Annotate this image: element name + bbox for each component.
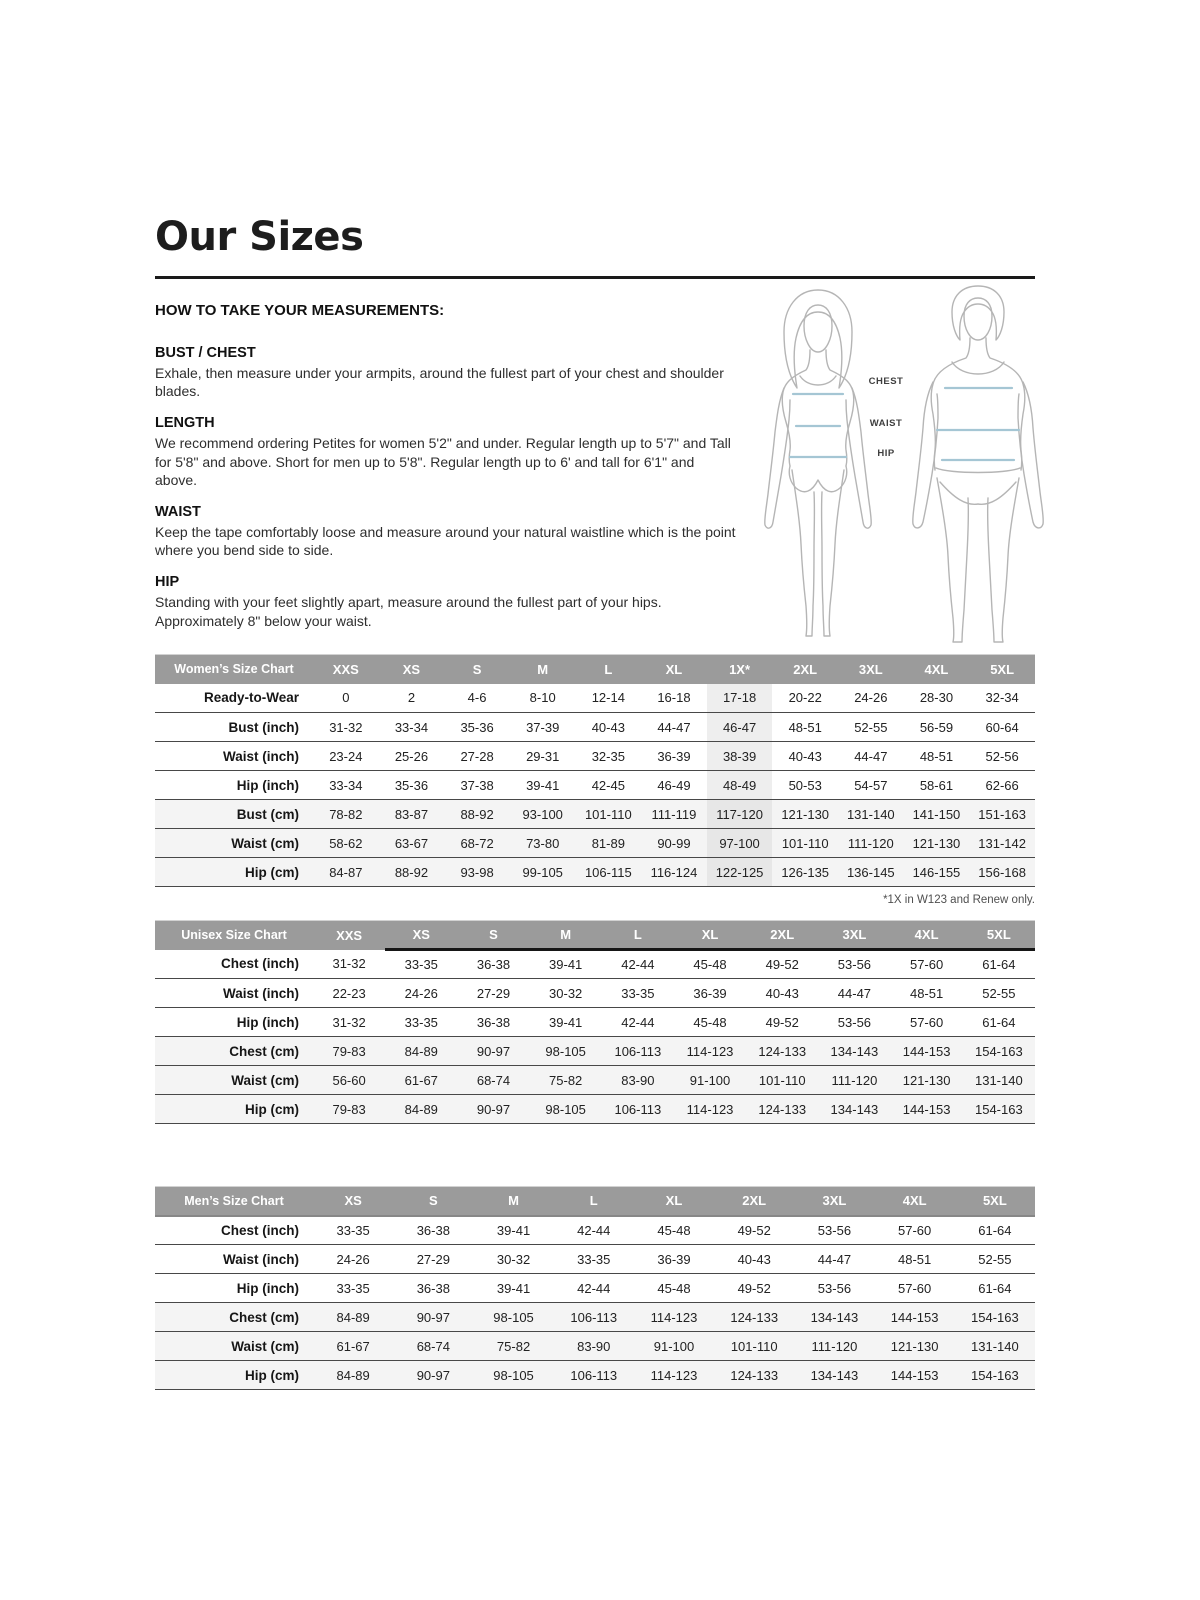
size-value-cell: 31-32 [313,950,385,979]
size-column-header: 2XL [746,921,818,950]
size-value-cell: 28-30 [904,684,970,713]
size-value-cell: 24-26 [385,979,457,1008]
table-row [155,1361,1035,1390]
size-value-cell: 20-22 [772,684,838,713]
row-label-cell: Waist (inch) [155,1245,313,1274]
row-label-cell: Chest (cm) [155,1303,313,1332]
size-value-cell: 53-56 [818,1008,890,1037]
table-title-cell: Unisex Size Chart [155,921,313,950]
size-value-cell: 36-38 [457,1008,529,1037]
size-value-cell: 45-48 [674,950,746,979]
size-value-cell: 154-163 [955,1361,1035,1390]
size-value-cell: 121-130 [875,1332,955,1361]
mens-size-table [155,1186,1035,1390]
unisex-size-chart [155,920,1035,1124]
row-label-cell: Waist (inch) [155,742,313,771]
size-value-cell: 106-113 [554,1303,634,1332]
size-value-cell: 53-56 [818,950,890,979]
size-value-cell: 40-43 [746,979,818,1008]
man-measure-lines [937,388,1019,460]
size-value-cell: 36-38 [393,1274,473,1303]
size-value-cell: 121-130 [904,829,970,858]
size-value-cell: 57-60 [891,950,963,979]
row-label-cell: Bust (cm) [155,800,313,829]
size-value-cell: 4-6 [444,684,510,713]
size-column-header: XS [313,1187,393,1216]
size-value-cell: 84-87 [313,858,379,887]
table-row [155,1303,1035,1332]
size-value-cell: 75-82 [473,1332,553,1361]
size-value-cell: 0 [313,684,379,713]
size-column-header: 5XL [963,921,1035,950]
size-value-cell: 98-105 [473,1303,553,1332]
size-value-cell: 106-113 [554,1361,634,1390]
size-value-cell: 48-51 [904,742,970,771]
size-value-cell: 25-26 [379,742,445,771]
size-value-cell: 35-36 [379,771,445,800]
row-label-cell: Hip (cm) [155,858,313,887]
size-value-cell: 88-92 [444,800,510,829]
size-value-cell: 53-56 [794,1216,874,1245]
size-value-cell: 98-105 [530,1095,602,1124]
woman-measure-lines [790,394,846,457]
size-value-cell: 84-89 [313,1361,393,1390]
size-value-cell: 75-82 [530,1066,602,1095]
row-label-cell: Hip (cm) [155,1361,313,1390]
table-row [155,713,1035,742]
size-value-cell: 61-64 [955,1274,1035,1303]
size-value-cell: 146-155 [904,858,970,887]
size-value-cell: 68-72 [444,829,510,858]
size-value-cell: 52-56 [969,742,1035,771]
womens-size-chart [155,654,1035,906]
size-value-cell: 42-44 [602,1008,674,1037]
page-title: Our Sizes [155,214,364,260]
size-column-header: 4XL [891,921,963,950]
table-row [155,684,1035,713]
row-label-cell: Waist (cm) [155,829,313,858]
row-label-cell: Bust (inch) [155,713,313,742]
table-row [155,1332,1035,1361]
size-value-cell: 39-41 [473,1216,553,1245]
size-value-cell: 17-18 [707,684,773,713]
size-value-cell: 151-163 [969,800,1035,829]
size-value-cell: 38-39 [707,742,773,771]
size-value-cell: 131-140 [955,1332,1035,1361]
size-value-cell: 136-145 [838,858,904,887]
size-column-header: 2XL [772,655,838,684]
size-value-cell: 37-38 [444,771,510,800]
size-value-cell: 39-41 [510,771,576,800]
size-value-cell: 33-34 [379,713,445,742]
size-value-cell: 90-97 [457,1037,529,1066]
size-value-cell: 57-60 [891,1008,963,1037]
size-value-cell: 83-90 [602,1066,674,1095]
size-value-cell: 73-80 [510,829,576,858]
size-value-cell: 22-23 [313,979,385,1008]
size-value-cell: 84-89 [313,1303,393,1332]
size-value-cell: 36-38 [393,1216,473,1245]
size-value-cell: 58-62 [313,829,379,858]
size-value-cell: 106-113 [602,1095,674,1124]
section-waist [155,504,740,559]
size-value-cell: 121-130 [772,800,838,829]
size-value-cell: 101-110 [714,1332,794,1361]
size-value-cell: 61-67 [313,1332,393,1361]
size-value-cell: 54-57 [838,771,904,800]
measurement-figures [740,282,1075,648]
size-value-cell: 83-87 [379,800,445,829]
size-value-cell: 61-67 [385,1066,457,1095]
size-value-cell: 30-32 [473,1245,553,1274]
size-value-cell: 61-64 [963,950,1035,979]
size-value-cell: 134-143 [794,1361,874,1390]
table-row [155,800,1035,829]
table-row [155,950,1035,979]
section-heading: HIP [155,574,180,591]
section-heading: LENGTH [155,415,215,432]
size-value-cell: 97-100 [707,829,773,858]
size-value-cell: 45-48 [634,1216,714,1245]
size-value-cell: 124-133 [746,1037,818,1066]
section-body: Standing with your feet slightly apart, measure around the fullest part of your hips. Approximately 8" below your waist. [155,594,662,629]
size-value-cell: 79-83 [313,1095,385,1124]
size-column-header: XS [385,921,457,950]
size-value-cell: 117-120 [707,800,773,829]
size-value-cell: 101-110 [746,1066,818,1095]
size-value-cell: 90-97 [393,1303,473,1332]
size-value-cell: 49-52 [714,1216,794,1245]
chest-label: CHEST [868,376,904,387]
size-value-cell: 29-31 [510,742,576,771]
size-column-header: XL [634,1187,714,1216]
size-value-cell: 33-35 [602,979,674,1008]
size-value-cell: 24-26 [838,684,904,713]
table-row [155,1037,1035,1066]
size-column-header: 3XL [794,1187,874,1216]
section-length [155,415,740,489]
table-title-cell: Women’s Size Chart [155,655,313,684]
row-label-cell: Waist (cm) [155,1332,313,1361]
size-value-cell: 49-52 [746,1008,818,1037]
size-column-header: 5XL [969,655,1035,684]
size-value-cell: 40-43 [714,1245,794,1274]
size-column-header: XL [641,655,707,684]
size-value-cell: 156-168 [969,858,1035,887]
size-value-cell: 33-35 [385,1008,457,1037]
size-value-cell: 23-24 [313,742,379,771]
size-value-cell: 27-29 [393,1245,473,1274]
table-row [155,1274,1035,1303]
table-row [155,742,1035,771]
size-column-header: 4XL [904,655,970,684]
table-row [155,1245,1035,1274]
size-value-cell: 121-130 [891,1066,963,1095]
size-value-cell: 40-43 [576,713,642,742]
size-value-cell: 111-120 [818,1066,890,1095]
size-value-cell: 114-123 [634,1361,714,1390]
man-figure-icon [890,282,1072,647]
row-label-cell: Waist (inch) [155,979,313,1008]
size-column-header: S [444,655,510,684]
size-value-cell: 131-140 [963,1066,1035,1095]
size-column-header: S [457,921,529,950]
page-title-block [155,214,1035,279]
size-value-cell: 90-99 [641,829,707,858]
size-column-header: M [530,921,602,950]
size-value-cell: 111-120 [794,1332,874,1361]
size-chart-footnote: *1X in W123 and Renew only. [883,894,1035,906]
woman-figure-icon [740,282,910,647]
size-value-cell: 45-48 [674,1008,746,1037]
size-value-cell: 52-55 [955,1245,1035,1274]
size-value-cell: 134-143 [794,1303,874,1332]
size-value-cell: 33-35 [313,1216,393,1245]
size-column-header: 2XL [714,1187,794,1216]
table-row [155,979,1035,1008]
section-body: Exhale, then measure under your armpits, around the fullest part of your chest and shoulder blades. [155,365,724,400]
size-value-cell: 111-119 [641,800,707,829]
row-label-cell: Chest (cm) [155,1037,313,1066]
size-value-cell: 44-47 [641,713,707,742]
size-value-cell: 50-53 [772,771,838,800]
size-value-cell: 48-49 [707,771,773,800]
size-value-cell: 42-44 [602,950,674,979]
size-value-cell: 57-60 [875,1274,955,1303]
mens-size-chart [155,1186,1035,1390]
size-value-cell: 46-47 [707,713,773,742]
size-value-cell: 134-143 [818,1037,890,1066]
size-value-cell: 44-47 [838,742,904,771]
size-value-cell: 33-34 [313,771,379,800]
size-value-cell: 48-51 [772,713,838,742]
size-value-cell: 49-52 [746,950,818,979]
size-value-cell: 122-125 [707,858,773,887]
size-value-cell: 36-39 [641,742,707,771]
size-value-cell: 68-74 [457,1066,529,1095]
size-value-cell: 60-64 [969,713,1035,742]
size-value-cell: 144-153 [891,1037,963,1066]
size-value-cell: 63-67 [379,829,445,858]
size-value-cell: 48-51 [875,1245,955,1274]
size-column-header: 3XL [818,921,890,950]
size-column-header: L [554,1187,634,1216]
size-value-cell: 48-51 [891,979,963,1008]
size-value-cell: 114-123 [634,1303,714,1332]
size-value-cell: 68-74 [393,1332,473,1361]
size-value-cell: 61-64 [955,1216,1035,1245]
size-value-cell: 36-39 [634,1245,714,1274]
measurement-instructions [155,345,740,645]
size-value-cell: 2 [379,684,445,713]
section-heading: WAIST [155,503,201,520]
size-value-cell: 106-113 [602,1037,674,1066]
size-value-cell: 81-89 [576,829,642,858]
size-column-header: M [473,1187,553,1216]
size-value-cell: 42-45 [576,771,642,800]
size-value-cell: 91-100 [674,1066,746,1095]
size-value-cell: 40-43 [772,742,838,771]
size-value-cell: 32-35 [576,742,642,771]
table-row [155,1008,1035,1037]
size-value-cell: 52-55 [963,979,1035,1008]
row-label-cell: Waist (cm) [155,1066,313,1095]
size-value-cell: 93-100 [510,800,576,829]
size-value-cell: 126-135 [772,858,838,887]
size-value-cell: 124-133 [746,1095,818,1124]
row-label-cell: Ready-to-Wear [155,684,313,713]
size-value-cell: 90-97 [457,1095,529,1124]
size-value-cell: 154-163 [963,1037,1035,1066]
size-value-cell: 154-163 [955,1303,1035,1332]
size-value-cell: 144-153 [875,1303,955,1332]
size-value-cell: 61-64 [963,1008,1035,1037]
size-value-cell: 31-32 [313,1008,385,1037]
size-value-cell: 56-60 [313,1066,385,1095]
size-value-cell: 131-140 [838,800,904,829]
instructions-heading: HOW TO TAKE YOUR MEASUREMENTS: [155,302,445,319]
table-row [155,829,1035,858]
size-value-cell: 35-36 [444,713,510,742]
row-label-cell: Hip (inch) [155,1274,313,1303]
size-value-cell: 141-150 [904,800,970,829]
waist-label: WAIST [869,418,903,429]
section-body: We recommend ordering Petites for women 5'2" and under. Regular length up to 5'7" and Tall for 5'8" and above. Short for men up to 5'8". Regular length up to 6' and tall for 6'1" and above. [155,435,731,488]
size-value-cell: 83-90 [554,1332,634,1361]
size-value-cell: 56-59 [904,713,970,742]
table-row [155,1216,1035,1245]
size-value-cell: 101-110 [772,829,838,858]
size-value-cell: 106-115 [576,858,642,887]
size-column-header: 3XL [838,655,904,684]
size-column-header: 5XL [955,1187,1035,1216]
size-column-header: S [393,1187,473,1216]
hip-label: HIP [877,448,895,459]
size-value-cell: 8-10 [510,684,576,713]
size-value-cell: 88-92 [379,858,445,887]
size-value-cell: 16-18 [641,684,707,713]
size-value-cell: 57-60 [875,1216,955,1245]
table-row [155,1066,1035,1095]
size-value-cell: 39-41 [473,1274,553,1303]
size-value-cell: 131-142 [969,829,1035,858]
section-body: Keep the tape comfortably loose and measure around your natural waistline which is the point where you bend side to side. [155,523,736,559]
size-value-cell: 114-123 [674,1037,746,1066]
size-value-cell: 62-66 [969,771,1035,800]
table-row [155,771,1035,800]
size-column-header: L [602,921,674,950]
size-value-cell: 31-32 [313,713,379,742]
row-label-cell: Hip (inch) [155,771,313,800]
size-column-header: XXS [313,921,385,950]
section-heading: BUST / CHEST [155,345,256,361]
size-value-cell: 39-41 [530,950,602,979]
size-column-header: L [576,655,642,684]
size-value-cell: 124-133 [714,1361,794,1390]
size-value-cell: 90-97 [393,1361,473,1390]
section-bust-chest [155,345,740,400]
size-value-cell: 44-47 [818,979,890,1008]
size-column-header: XL [674,921,746,950]
table-row [155,858,1035,887]
size-value-cell: 27-28 [444,742,510,771]
size-value-cell: 134-143 [818,1095,890,1124]
row-label-cell: Hip (cm) [155,1095,313,1124]
size-value-cell: 52-55 [838,713,904,742]
row-label-cell: Hip (inch) [155,1008,313,1037]
size-value-cell: 91-100 [634,1332,714,1361]
size-column-header: XXS [313,655,379,684]
size-value-cell: 33-35 [313,1274,393,1303]
size-value-cell: 124-133 [714,1303,794,1332]
size-value-cell: 154-163 [963,1095,1035,1124]
size-value-cell: 33-35 [385,950,457,979]
size-column-header: 4XL [875,1187,955,1216]
size-value-cell: 84-89 [385,1037,457,1066]
size-value-cell: 12-14 [576,684,642,713]
size-value-cell: 99-105 [510,858,576,887]
unisex-size-table [155,920,1035,1124]
table-row [155,1095,1035,1124]
size-value-cell: 53-56 [794,1274,874,1303]
size-value-cell: 36-39 [674,979,746,1008]
womens-size-table [155,654,1035,887]
size-value-cell: 144-153 [875,1361,955,1390]
size-value-cell: 33-35 [554,1245,634,1274]
size-value-cell: 98-105 [530,1037,602,1066]
size-column-header: M [510,655,576,684]
size-value-cell: 58-61 [904,771,970,800]
section-hip [155,574,740,629]
size-value-cell: 32-34 [969,684,1035,713]
size-value-cell: 114-123 [674,1095,746,1124]
size-value-cell: 37-39 [510,713,576,742]
size-value-cell: 36-38 [457,950,529,979]
size-value-cell: 93-98 [444,858,510,887]
size-value-cell: 46-49 [641,771,707,800]
size-value-cell: 116-124 [641,858,707,887]
size-value-cell: 42-44 [554,1274,634,1303]
size-value-cell: 44-47 [794,1245,874,1274]
table-title-cell: Men’s Size Chart [155,1187,313,1216]
size-value-cell: 84-89 [385,1095,457,1124]
size-column-header: XS [379,655,445,684]
size-value-cell: 101-110 [576,800,642,829]
size-column-header: 1X* [707,655,773,684]
size-value-cell: 42-44 [554,1216,634,1245]
size-value-cell: 30-32 [530,979,602,1008]
row-label-cell: Chest (inch) [155,1216,313,1245]
size-value-cell: 144-153 [891,1095,963,1124]
size-value-cell: 49-52 [714,1274,794,1303]
size-value-cell: 24-26 [313,1245,393,1274]
size-value-cell: 111-120 [838,829,904,858]
row-label-cell: Chest (inch) [155,950,313,979]
size-value-cell: 98-105 [473,1361,553,1390]
size-value-cell: 45-48 [634,1274,714,1303]
size-value-cell: 39-41 [530,1008,602,1037]
size-value-cell: 78-82 [313,800,379,829]
size-value-cell: 27-29 [457,979,529,1008]
size-value-cell: 79-83 [313,1037,385,1066]
